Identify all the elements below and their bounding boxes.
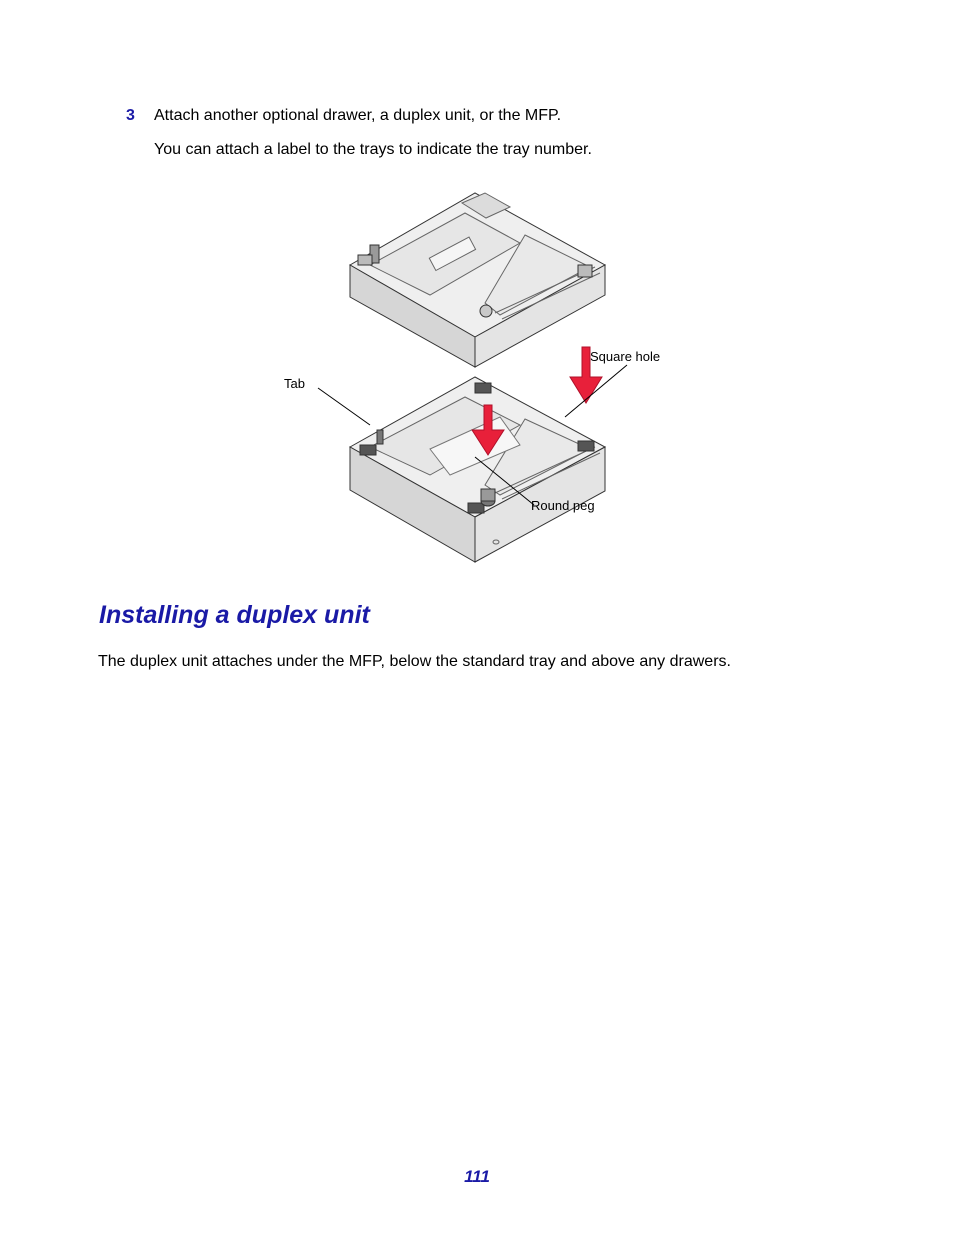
step-number: 3 [126,107,135,124]
callout-tab: Tab [284,376,305,391]
drawer-illustration [270,185,690,570]
section-heading: Installing a duplex unit [99,601,370,629]
drawer-diagram [270,185,690,570]
page-number: 111 [464,1167,490,1186]
lower-drawer [350,377,605,562]
step-note: You can attach a label to the trays to indicate the tray number. [154,141,592,158]
callout-square-hole: Square hole [590,349,661,364]
section-body: The duplex unit attaches under the MFP, below the standard tray and above any drawers. [98,653,731,670]
upper-drawer [350,193,605,367]
step-instruction: Attach another optional drawer, a duplex unit, or the MFP. [154,107,562,124]
callout-round-peg: Round peg [531,498,595,513]
